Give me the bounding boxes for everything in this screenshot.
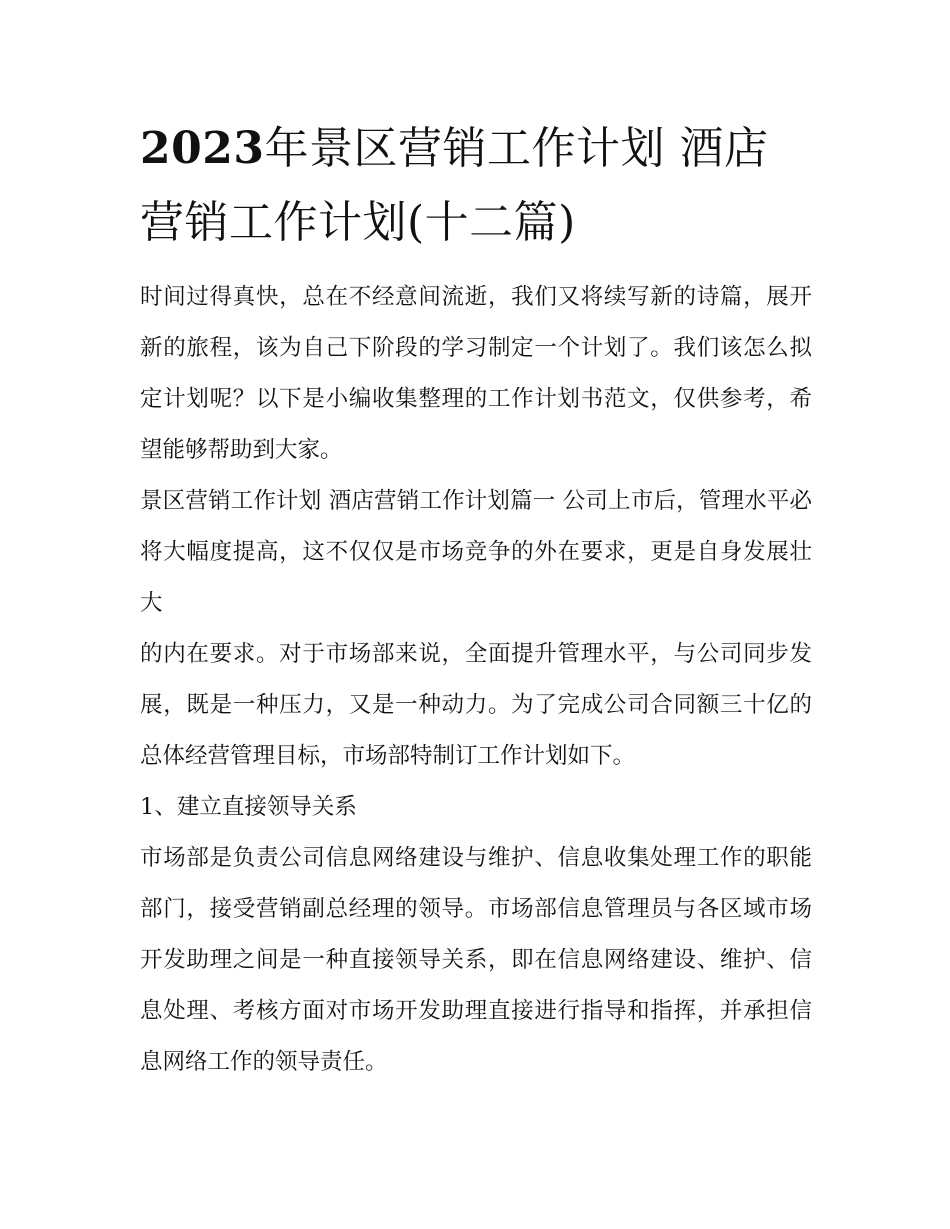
section-one-paragraph: 景区营销工作计划 酒店营销工作计划篇一 公司上市后，管理水平必将大幅度提高，这不仅仅是市场竞争的外在要求，更是自身发展壮大: [140, 488, 812, 616]
document-body: [140, 112, 812, 1088]
market-department-paragraph: 市场部是负责公司信息网络建设与维护、信息收集处理工作的职能部门，接受营销副总经理的领导。市场部信息管理员与各区域市场开发助理之间是一种直接领导关系，即在信息网络建设、维护、信息处理、考核方面对市场开发助理直接进行指导和指挥，并承担信息网络工作的领导责任。: [140, 845, 812, 1075]
intro-paragraph: 时间过得真快，总在不经意间流逝，我们又将续写新的诗篇，展开新的旅程，该为自己下阶段的学习制定一个计划了。我们该怎么拟定计划呢？以下是小编收集整理的工作计划书范文，仅供参考，希望能够帮助到大家。: [140, 284, 812, 463]
title-text: 年景区营销工作计划 酒店营销工作计划(十二篇): [140, 123, 769, 248]
subheading-direct-leadership: 1、建立直接领导关系: [140, 794, 357, 820]
section-one-continued-paragraph: 的内在要求。对于市场部来说，全面提升管理水平，与公司同步发展，既是一种压力，又是一种动力。为了完成公司合同额三十亿的总体经营管理目标，市场部特制订工作计划如下。: [140, 641, 812, 769]
document-title: [140, 112, 812, 260]
title-year: 2023: [140, 123, 265, 174]
